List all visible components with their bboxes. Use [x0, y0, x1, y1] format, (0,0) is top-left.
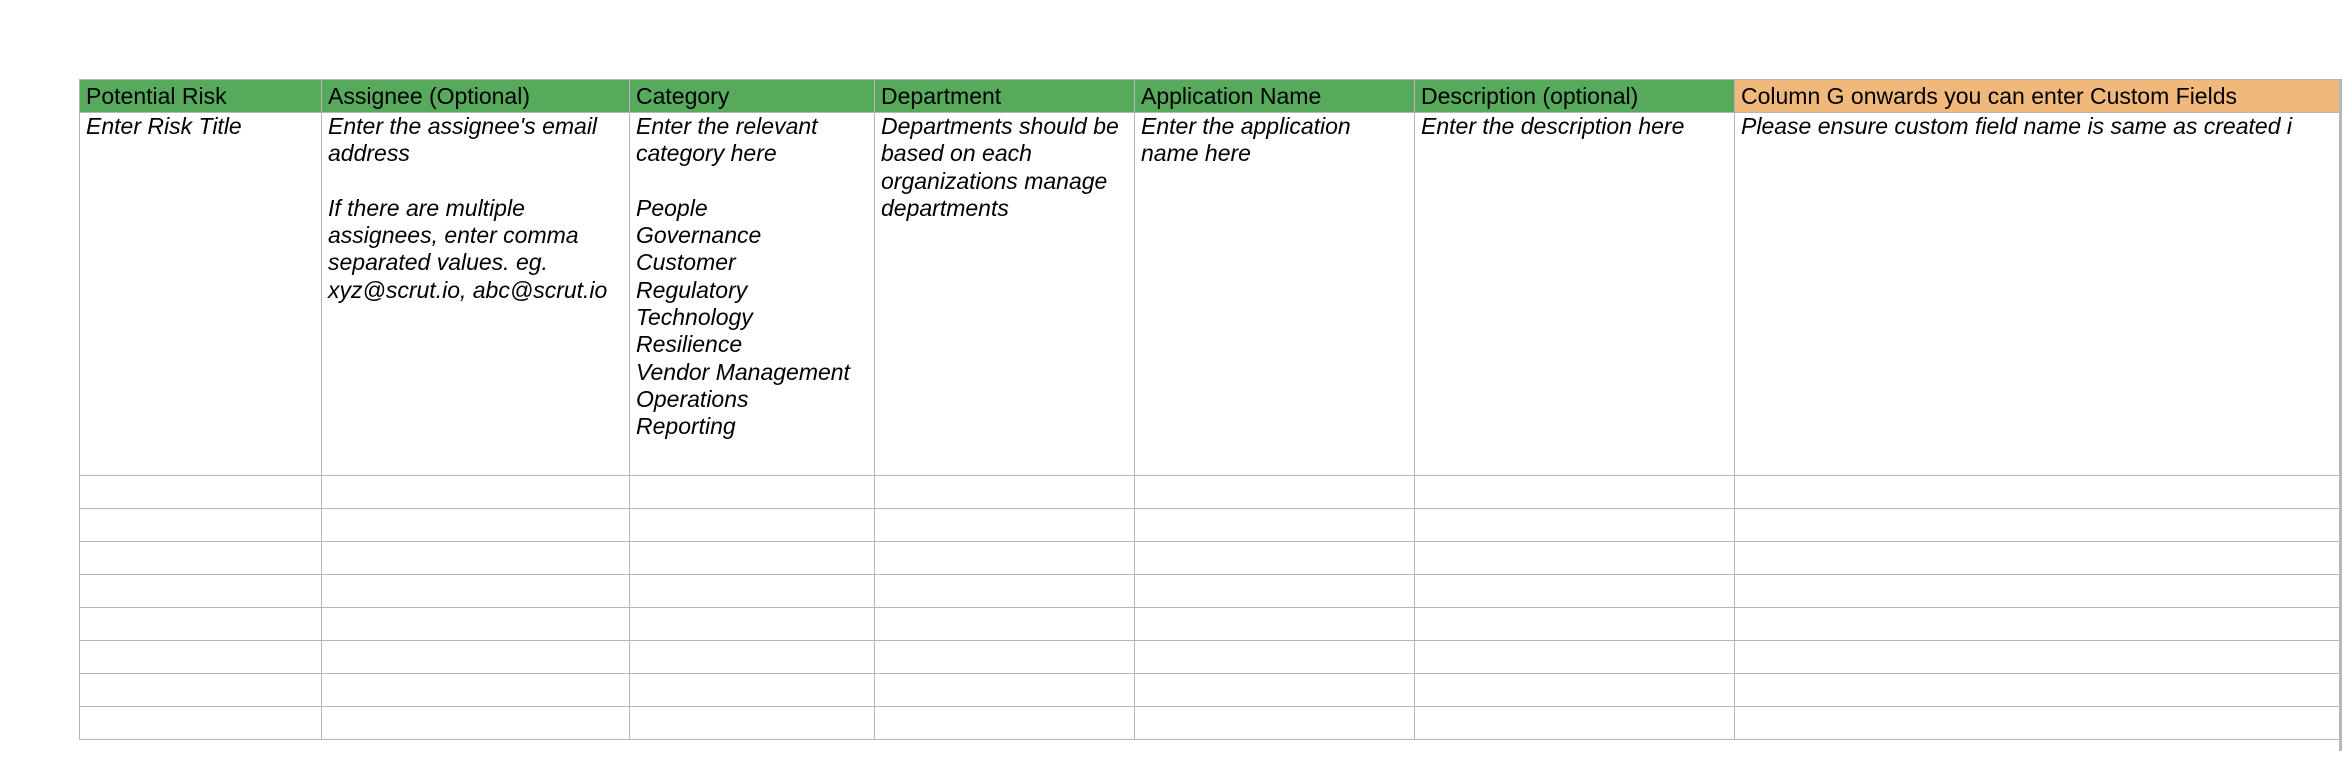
empty-cell[interactable] [80, 674, 322, 707]
empty-cell[interactable] [1735, 575, 2342, 608]
empty-cell[interactable] [322, 476, 630, 509]
empty-row [80, 509, 2342, 542]
empty-cell[interactable] [80, 608, 322, 641]
header-custom-fields[interactable]: Column G onwards you can enter Custom Fields [1735, 80, 2342, 113]
instruction-category[interactable]: Enter the relevant category here People Governance Customer Regulatory Technology Resilience Vendor Management Operations Reporting [630, 113, 875, 476]
instruction-potential-risk[interactable]: Enter Risk Title [80, 113, 322, 476]
empty-cell[interactable] [1735, 542, 2342, 575]
empty-row [80, 476, 2342, 509]
empty-cell[interactable] [875, 542, 1135, 575]
spreadsheet-grid [79, 79, 2342, 751]
header-assignee[interactable]: Assignee (Optional) [322, 80, 630, 113]
empty-cell[interactable] [1735, 476, 2342, 509]
empty-cell[interactable] [322, 641, 630, 674]
instruction-department[interactable]: Departments should be based on each organizations manage departments [875, 113, 1135, 476]
empty-cell[interactable] [630, 476, 875, 509]
instruction-application-name[interactable]: Enter the application name here [1135, 113, 1415, 476]
empty-cell[interactable] [322, 575, 630, 608]
empty-cell[interactable] [1735, 707, 2342, 740]
empty-cell[interactable] [630, 575, 875, 608]
empty-cell[interactable] [1735, 641, 2342, 674]
empty-cell[interactable] [875, 476, 1135, 509]
empty-cell[interactable] [1415, 608, 1735, 641]
empty-row [80, 542, 2342, 575]
empty-cell[interactable] [1135, 542, 1415, 575]
empty-cell[interactable] [1135, 707, 1415, 740]
empty-row [80, 674, 2342, 707]
empty-cell[interactable] [322, 608, 630, 641]
empty-cell[interactable] [1135, 476, 1415, 509]
empty-cell[interactable] [1735, 509, 2342, 542]
empty-cell[interactable] [875, 575, 1135, 608]
empty-cell[interactable] [630, 542, 875, 575]
empty-cell[interactable] [80, 542, 322, 575]
empty-cell[interactable] [630, 608, 875, 641]
empty-cell[interactable] [1135, 608, 1415, 641]
empty-cell[interactable] [630, 509, 875, 542]
header-description[interactable]: Description (optional) [1415, 80, 1735, 113]
header-department[interactable]: Department [875, 80, 1135, 113]
empty-cell[interactable] [1735, 608, 2342, 641]
empty-cell[interactable] [630, 674, 875, 707]
header-row [80, 80, 2342, 113]
empty-cell[interactable] [1415, 641, 1735, 674]
instruction-description[interactable]: Enter the description here [1415, 113, 1735, 476]
empty-cell[interactable] [322, 509, 630, 542]
instruction-custom-fields[interactable]: Please ensure custom field name is same as created i [1735, 113, 2342, 476]
empty-cell[interactable] [1415, 707, 1735, 740]
instruction-assignee[interactable]: Enter the assignee's email address If there are multiple assignees, enter comma separated values. eg. xyz@scrut.io, abc@scrut.io [322, 113, 630, 476]
empty-cell[interactable] [1415, 509, 1735, 542]
empty-cell[interactable] [80, 509, 322, 542]
risk-import-table [79, 79, 2342, 740]
empty-cell[interactable] [630, 707, 875, 740]
header-potential-risk[interactable]: Potential Risk [80, 80, 322, 113]
empty-cell[interactable] [1135, 575, 1415, 608]
empty-cell[interactable] [875, 707, 1135, 740]
empty-cell[interactable] [1415, 542, 1735, 575]
empty-cell[interactable] [1135, 641, 1415, 674]
empty-row [80, 608, 2342, 641]
empty-cell[interactable] [875, 674, 1135, 707]
empty-cell[interactable] [1135, 509, 1415, 542]
empty-cell[interactable] [875, 641, 1135, 674]
empty-row [80, 707, 2342, 740]
empty-row [80, 575, 2342, 608]
empty-cell[interactable] [630, 641, 875, 674]
empty-cell[interactable] [1135, 674, 1415, 707]
header-application-name[interactable]: Application Name [1135, 80, 1415, 113]
empty-cell[interactable] [875, 509, 1135, 542]
empty-cell[interactable] [1415, 575, 1735, 608]
instruction-row [80, 113, 2342, 476]
empty-cell[interactable] [1415, 476, 1735, 509]
header-category[interactable]: Category [630, 80, 875, 113]
empty-cell[interactable] [80, 476, 322, 509]
empty-cell[interactable] [1735, 674, 2342, 707]
empty-cell[interactable] [322, 542, 630, 575]
empty-cell[interactable] [80, 641, 322, 674]
empty-cell[interactable] [322, 707, 630, 740]
empty-row [80, 641, 2342, 674]
empty-cell[interactable] [80, 707, 322, 740]
empty-cell[interactable] [875, 608, 1135, 641]
empty-cell[interactable] [322, 674, 630, 707]
empty-cell[interactable] [1415, 674, 1735, 707]
empty-cell[interactable] [80, 575, 322, 608]
